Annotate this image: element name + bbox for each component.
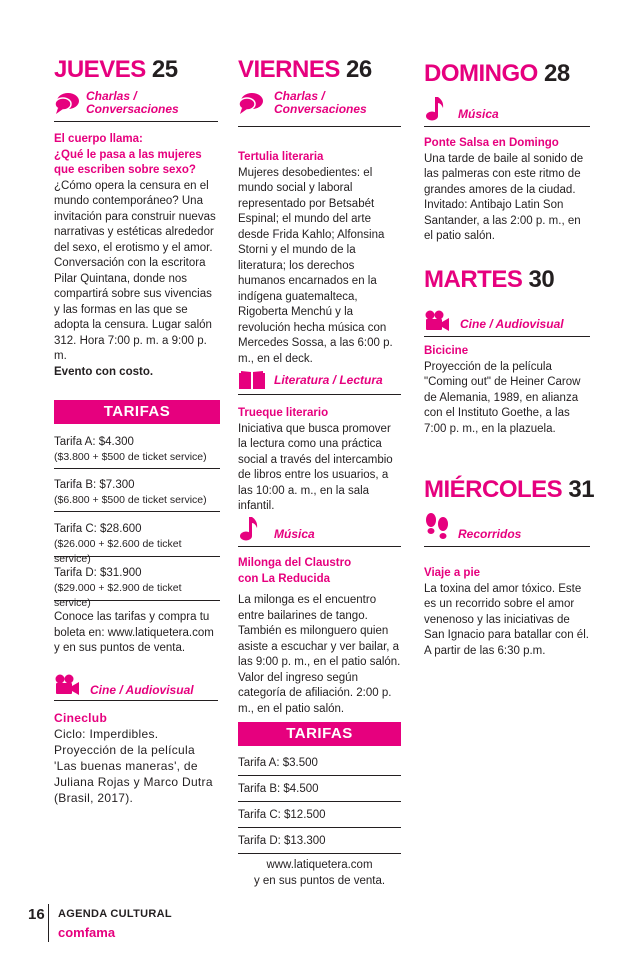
divider: [54, 121, 218, 122]
tarifa-c: Tarifa C: $28.600 ($26.000 + $2.600 de ticket service): [54, 523, 182, 565]
divider: [238, 775, 401, 776]
divider: [238, 853, 401, 854]
tarifa-a: Tarifa A: $3.500: [238, 757, 318, 769]
divider: [54, 511, 220, 512]
music-note-icon: [424, 96, 446, 122]
tarifa-a: Tarifa A: $4.300 ($3.800 + $500 de ticket service): [54, 436, 207, 463]
footer-divider: [48, 904, 49, 942]
tarifa-b: Tarifa B: $7.300 ($6.800 + $500 de ticket service): [54, 479, 207, 506]
divider: [54, 700, 218, 701]
event-viaje-a-pie: Viaje a pie La toxina del amor tóxico. Este es un recorrido sobre el amor venenoso y las iniciativas de San Ignacio para batallar con él. A partir de las 6:30 p.m.: [424, 567, 589, 657]
tarifas-header: TARIFAS: [54, 400, 220, 424]
tarifas-header: TARIFAS: [238, 722, 401, 746]
tarifa-d: Tarifa D: $31.900 ($29.000 + $2.900 de ticket service): [54, 567, 182, 609]
divider: [424, 126, 590, 127]
speech-bubble-icon: [54, 91, 80, 115]
event-milonga: Milonga del Claustro con La Reducida La milonga es el encuentro entre bailarines de tango. También es milonguero quien asiste a escuchar y ver bailar, a las 9:00 p. m., en el patio salón. Valor del ingreso según categoría de afiliación. 2:00 p. m., en el patio salón.: [238, 557, 401, 715]
category-cinema: Cine / Audiovisual: [54, 672, 220, 706]
tarifas-note: www.latiquetera.com y en sus puntos de venta.: [253, 859, 386, 887]
music-note-icon: [238, 516, 260, 542]
divider: [238, 126, 401, 127]
event-trueque-literario: Trueque literario Iniciativa que busca promover la lectura como una práctica social a través del intercambio de libros entre los usuarios, a las 10:00 a. m., en la sala infantil.: [238, 407, 393, 512]
tarifa-b: Tarifa B: $4.500: [238, 783, 319, 795]
footer-section-title: AGENDA CULTURAL: [58, 908, 172, 920]
speech-bubble-icon: [238, 91, 264, 115]
day-heading-thursday: JUEVES 25: [54, 56, 178, 83]
category-literature: Literatura / Lectura: [238, 368, 401, 400]
divider: [238, 546, 401, 547]
divider: [54, 556, 220, 557]
divider: [54, 600, 220, 601]
category-music: Música: [238, 516, 401, 550]
event-el-cuerpo-llama: El cuerpo llama: ¿Qué le pasa a las mujeres que escriben sobre sexo? ¿Cómo opera la censura en el mundo contemporáneo? Una invitación para construir nuevas narrativas y estéticas alrededor del sexo, el erotismo y el amor. Conversación con la escritora Pilar Quintana, donde nos compartirá sobre sus vivencias y las formas en las que se adopta la censura. Lugar salón 312. Hora 7:00 p. m. a 9:00 p. m. Evento con costo.: [54, 133, 216, 378]
divider: [54, 468, 220, 469]
event-bicicine: Bicicine Proyección de la película "Coming out" de Heiner Carow de Alemania, 1989, en alianza con el Instituto Goethe, a las 7:00 p. m., en la plazuela.: [424, 345, 581, 435]
tarifas-note: Conoce las tarifas y compra tu boleta en: www.latiquetera.com y en sus puntos de venta.: [54, 611, 214, 654]
tarifa-d: Tarifa D: $13.300: [238, 835, 326, 847]
divider: [238, 394, 401, 395]
divider: [238, 801, 401, 802]
day-heading-friday: VIERNES 26: [238, 56, 372, 83]
divider: [424, 336, 590, 337]
category-talks: Charlas / Conversaciones: [54, 88, 220, 128]
event-cineclub: Cineclub Ciclo: Imperdibles. Proyección de la película 'Las buenas maneras', de Juliana Rojas y Marco Dutra (Brasil, 2017).: [54, 711, 213, 805]
page-number: 16: [28, 906, 45, 923]
day-heading-sunday: DOMINGO 28: [424, 60, 570, 87]
camera-icon: [424, 310, 450, 332]
footprints-icon: [424, 512, 450, 540]
category-music: Música: [424, 96, 590, 130]
comfama-logo: comfama: [58, 925, 116, 940]
divider: [424, 546, 590, 547]
event-tertulia-literaria: Tertulia literaria Mujeres desobedientes: el mundo social y laboral representado por Betsabét Espinal; el mundo del arte desde Frida Kahlo; Alfonsina Storni y el mundo de la literatura; los derechos humanos encarnados en la indígena guatemalteca, Rigoberta Menchú y la revolución hecha música con Mercedes Sossa, a las 6:00 p. m., en el deck.: [238, 151, 393, 365]
event-ponte-salsa: Ponte Salsa en Domingo Una tarde de baile al sonido de las palmeras con este ritmo de grandes amores de la ciudad. Invitado: Antibajo Latin Son Santander, a las 2:00 p. m., en el patio salón.: [424, 137, 584, 242]
tarifa-c: Tarifa C: $12.500: [238, 809, 326, 821]
day-heading-tuesday: MARTES 30: [424, 266, 555, 293]
divider: [238, 827, 401, 828]
book-icon: [238, 370, 266, 390]
category-talks: Charlas / Conversaciones: [238, 88, 401, 128]
day-heading-wednesday: MIÉRCOLES 31: [424, 476, 595, 503]
category-tours: Recorridos: [424, 512, 590, 548]
camera-icon: [54, 674, 80, 696]
category-cinema: Cine / Audiovisual: [424, 308, 590, 340]
